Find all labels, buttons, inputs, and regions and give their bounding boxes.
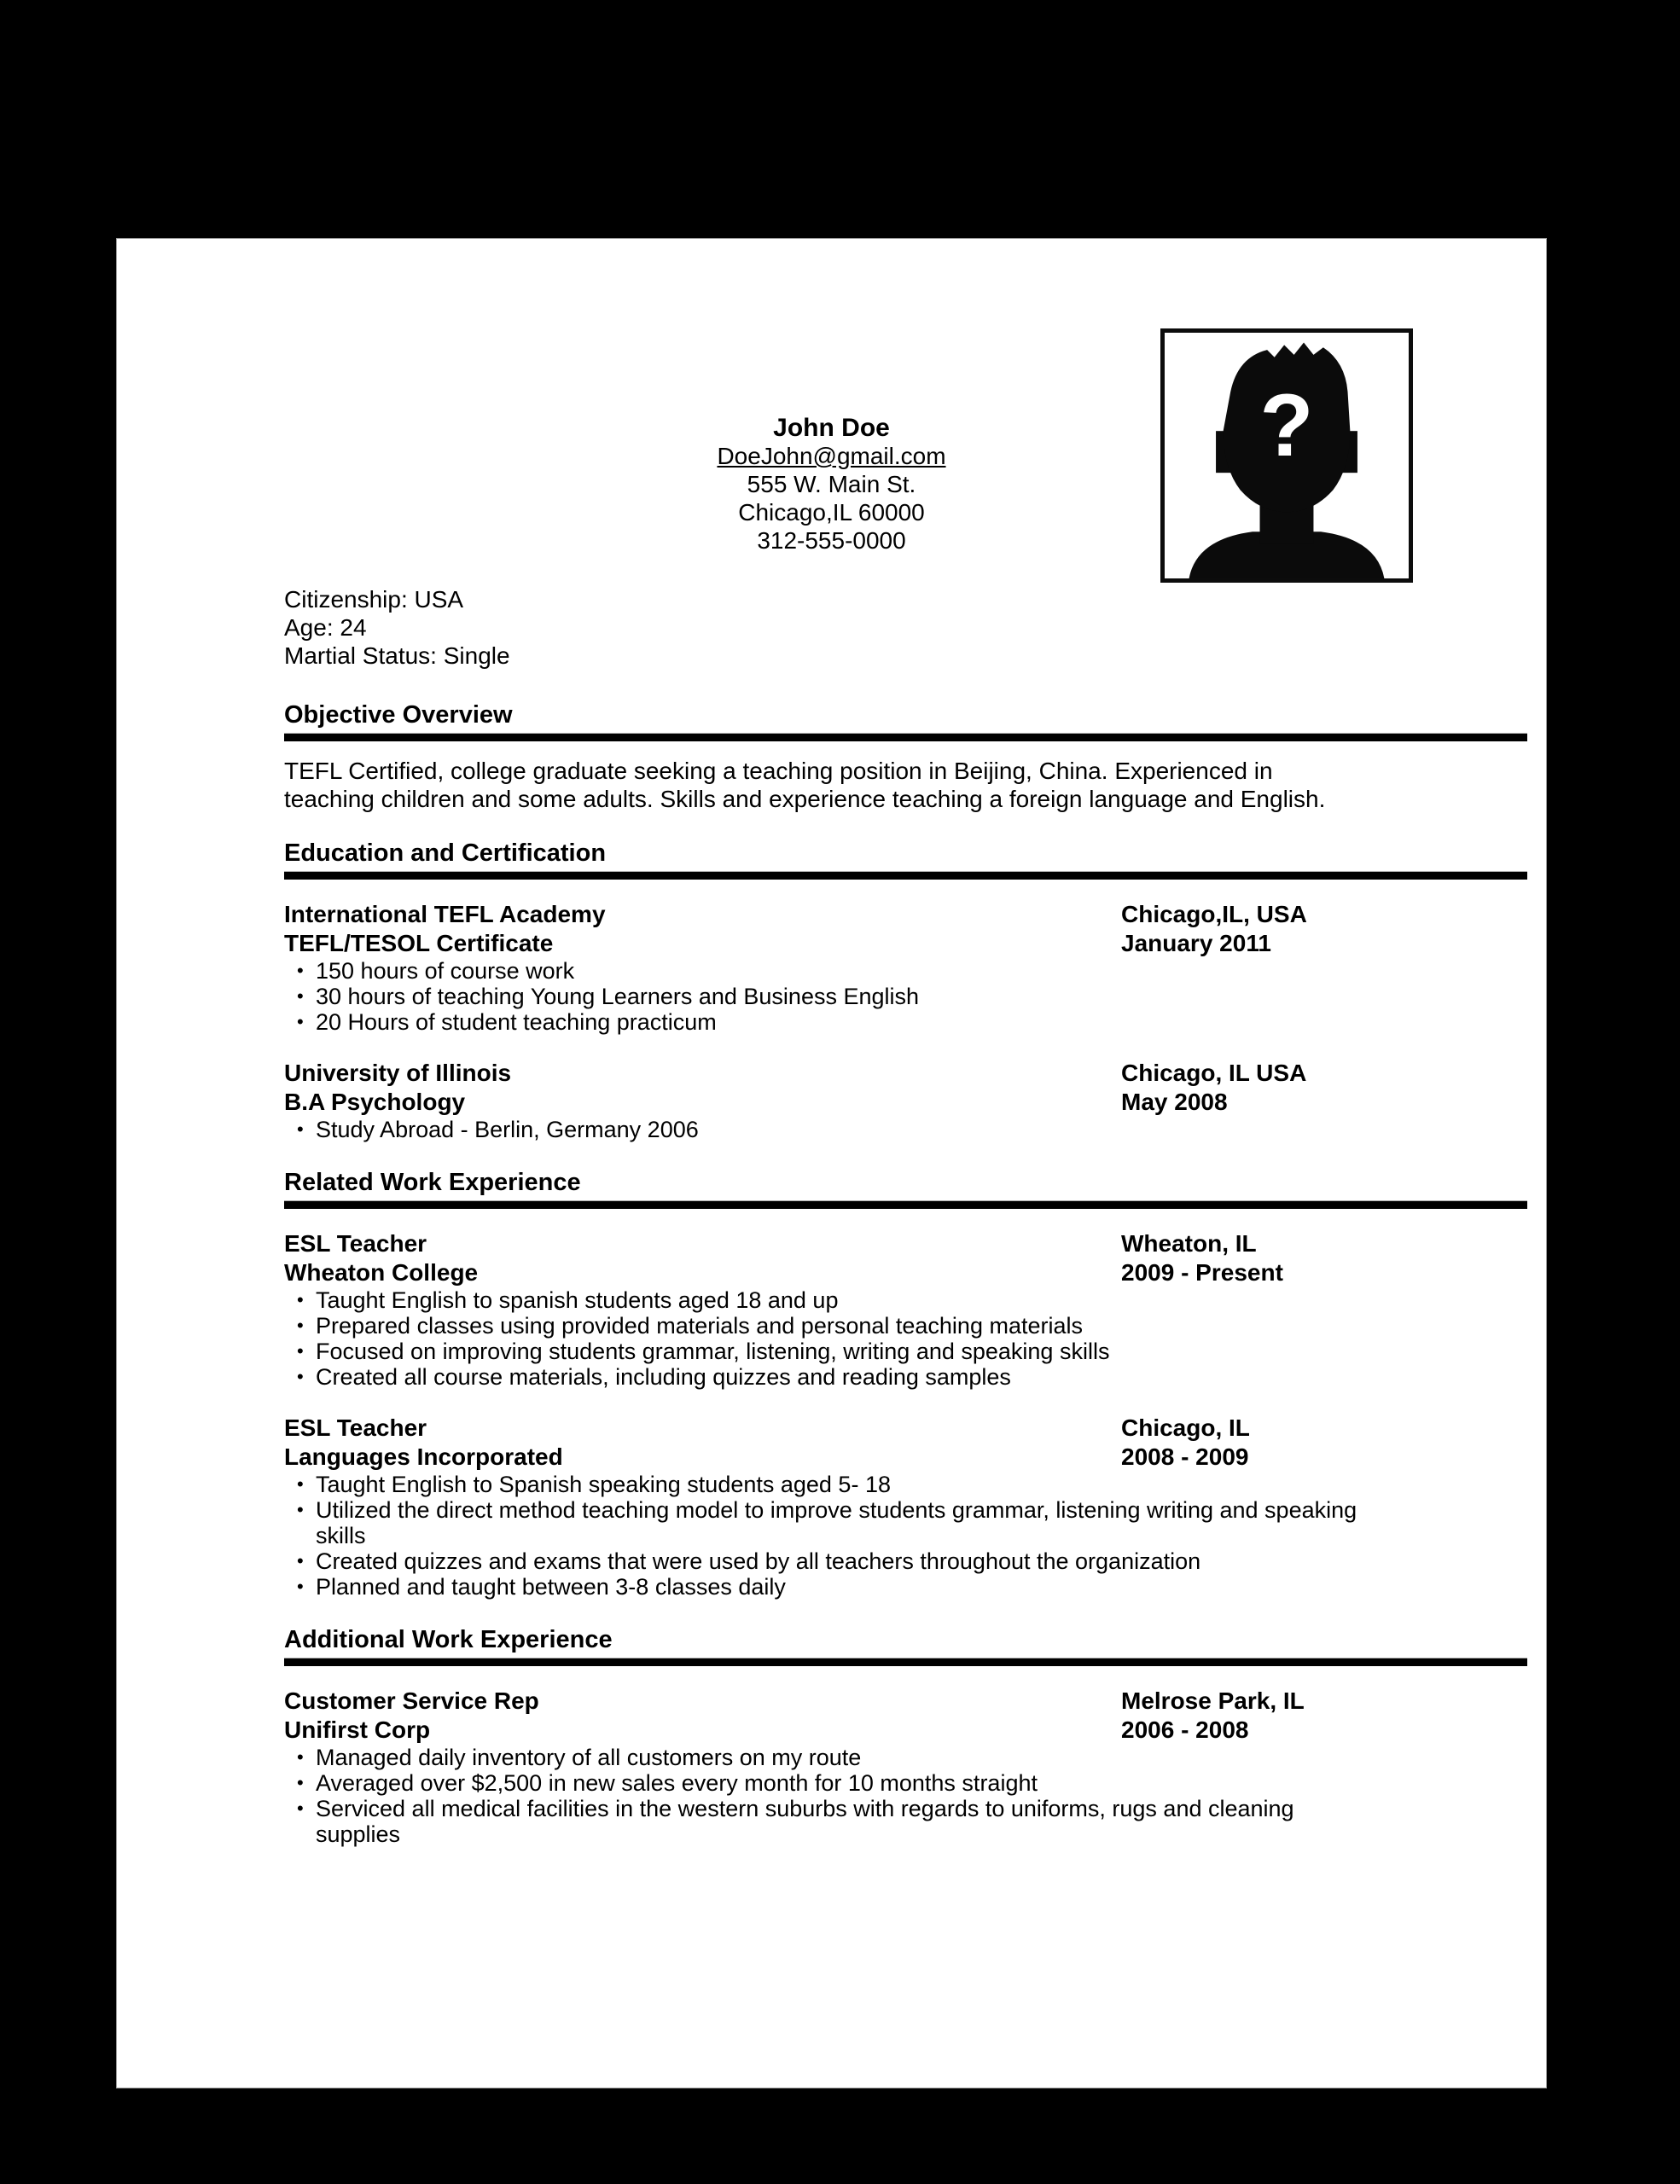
experience-entry [284, 1059, 1527, 1142]
objective-text: TEFL Certified, college graduate seeking a teaching position in Beijing, China. Experienced in teaching children and some adults. Skills and experience teaching a foreign language and English. [284, 758, 1326, 812]
entry-location: Wheaton, IL [1121, 1230, 1257, 1257]
section-rule [284, 1658, 1527, 1666]
entry-dates: January 2011 [1121, 930, 1271, 956]
entry-head [284, 1414, 1527, 1472]
entry-organization: Wheaton College [284, 1259, 479, 1286]
entry-title: ESL Teacher [284, 1230, 427, 1257]
personal-info [284, 585, 1527, 670]
resume-page [117, 239, 1546, 2088]
entry-head [284, 900, 1527, 958]
citizenship-line: Citizenship: USA [284, 586, 464, 613]
bullet-item: • 30 hours of teaching Young Learners and Business English [316, 984, 1369, 1009]
section-body [284, 900, 1527, 1142]
entry-head [284, 1687, 1527, 1745]
entry-right-column [1121, 1229, 1527, 1287]
entry-title: Customer Service Rep [284, 1687, 539, 1714]
experience-entry [284, 1687, 1527, 1847]
entry-right-column [1121, 900, 1527, 958]
resume-section [284, 839, 1527, 1142]
bullet-item: • Study Abroad - Berlin, Germany 2006 [316, 1117, 1369, 1142]
entry-right-column [1121, 1059, 1527, 1117]
bullet-item: • 150 hours of course work [316, 958, 1369, 984]
entry-left-column [284, 1059, 1121, 1117]
entry-head [284, 1059, 1527, 1117]
entry-bullets [284, 1472, 1527, 1600]
person-name: John Doe [773, 414, 890, 442]
entry-dates: 2009 - Present [1121, 1259, 1283, 1286]
entry-location: Chicago, IL [1121, 1414, 1250, 1441]
entry-bullets [284, 1745, 1527, 1847]
experience-entry [284, 1229, 1527, 1390]
question-mark-silhouette [1165, 333, 1409, 578]
bullet-item: • Created all course materials, including quizzes and reading samples [316, 1364, 1369, 1390]
sections-container [284, 700, 1527, 1847]
bullet-item: • Prepared classes using provided materials and personal teaching materials [316, 1313, 1369, 1339]
email-link[interactable]: DoeJohn@gmail.com [717, 443, 946, 469]
bullet-item: • Utilized the direct method teaching model to improve students grammar, listening writing and speaking skills [316, 1497, 1369, 1548]
experience-entry [284, 1414, 1527, 1600]
resume-section [284, 1168, 1527, 1600]
entry-location: Chicago, IL USA [1121, 1060, 1307, 1086]
section-title: Additional Work Experience [284, 1626, 613, 1653]
section-title: Objective Overview [284, 701, 513, 729]
section-title: Related Work Experience [284, 1169, 581, 1196]
entry-organization: TEFL/TESOL Certificate [284, 930, 554, 956]
entry-left-column [284, 1414, 1121, 1472]
bullet-item: • 20 Hours of student teaching practicum [316, 1009, 1369, 1035]
bullet-item: • Focused on improving students grammar, listening, writing and speaking skills [316, 1339, 1369, 1364]
entry-bullets [284, 1117, 1527, 1142]
entry-title: University of Illinois [284, 1060, 512, 1086]
bullet-item: • Created quizzes and exams that were used by all teachers throughout the organization [316, 1548, 1369, 1574]
entry-dates: 2008 - 2009 [1121, 1443, 1249, 1470]
entry-organization: Unifirst Corp [284, 1716, 431, 1743]
experience-entry [284, 900, 1527, 1035]
marital-status-line: Martial Status: Single [284, 642, 510, 669]
entry-bullets [284, 1287, 1527, 1390]
entry-location: Melrose Park, IL [1121, 1687, 1305, 1714]
entry-organization: B.A Psychology [284, 1089, 466, 1115]
entry-title: ESL Teacher [284, 1414, 427, 1441]
resume-section [284, 700, 1527, 813]
entry-dates: 2006 - 2008 [1121, 1716, 1249, 1743]
section-body [284, 757, 1527, 813]
bullet-item: • Taught English to Spanish speaking students aged 5- 18 [316, 1472, 1369, 1497]
entry-right-column [1121, 1687, 1527, 1745]
phone-line: 312-555-0000 [757, 527, 906, 554]
section-rule [284, 871, 1527, 880]
bullet-item: • Taught English to spanish students aged 18 and up [316, 1287, 1369, 1313]
bullet-item: • Averaged over $2,500 in new sales every month for 10 months straight [316, 1770, 1369, 1796]
entry-head [284, 1229, 1527, 1287]
bullet-item: • Managed daily inventory of all customers on my route [316, 1745, 1369, 1770]
section-body [284, 1687, 1527, 1847]
resume-content [117, 585, 1546, 1847]
entry-organization: Languages Incorporated [284, 1443, 563, 1470]
bullet-item: • Planned and taught between 3-8 classes daily [316, 1574, 1369, 1600]
entry-left-column [284, 1687, 1121, 1745]
section-rule [284, 1200, 1527, 1209]
section-title: Education and Certification [284, 839, 607, 867]
age-line: Age: 24 [284, 614, 367, 641]
entry-right-column [1121, 1414, 1527, 1472]
entry-location: Chicago,IL, USA [1121, 901, 1307, 927]
entry-left-column [284, 900, 1121, 958]
section-body [284, 1229, 1527, 1600]
address-line1: 555 W. Main St. [747, 471, 916, 497]
entry-left-column [284, 1229, 1121, 1287]
bullet-item: • Serviced all medical facilities in the western suburbs with regards to uniforms, rugs and cleaning supplies [316, 1796, 1369, 1847]
section-rule [284, 733, 1527, 741]
entry-bullets [284, 958, 1527, 1035]
entry-title: International TEFL Academy [284, 901, 606, 927]
entry-dates: May 2008 [1121, 1089, 1228, 1115]
profile-photo [1160, 328, 1413, 583]
svg-text:?: ? [1259, 375, 1314, 475]
address-line2: Chicago,IL 60000 [738, 499, 925, 526]
resume-section [284, 1625, 1527, 1847]
